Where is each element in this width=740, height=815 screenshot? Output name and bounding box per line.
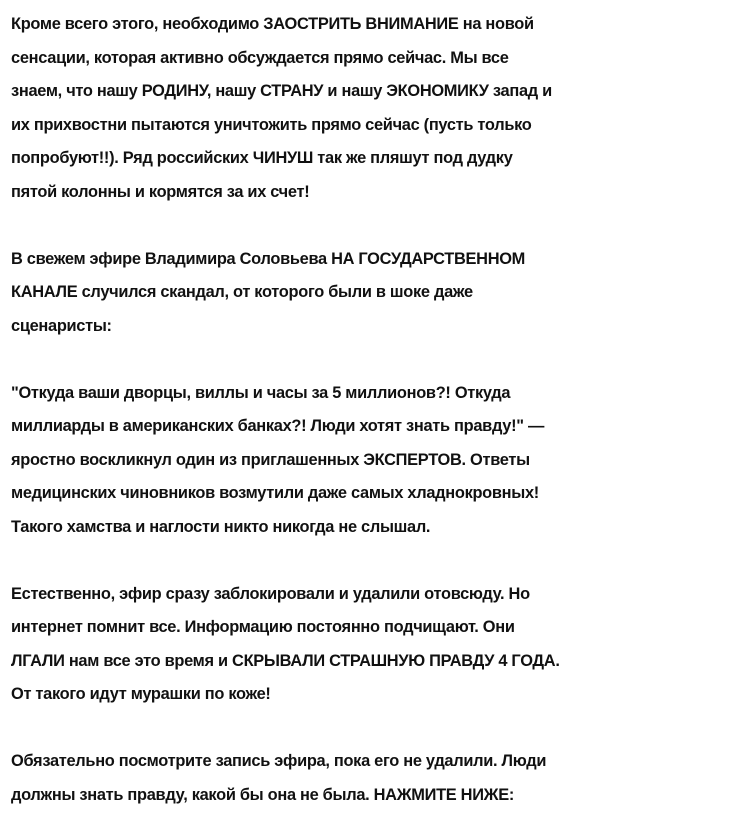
paragraph-quote xyxy=(11,377,733,545)
text-line: знаем, что нашу РОДИНУ, нашу СТРАНУ и нашу ЭКОНОМИКУ запад и xyxy=(11,82,552,100)
text-line: Обязательно посмотрите запись эфира, пока его не удалили. Люди xyxy=(11,752,547,770)
paragraph-gap xyxy=(11,712,733,746)
text-line: сенсации, которая активно обсуждается прямо сейчас. Мы все xyxy=(11,48,509,67)
paragraph-intro xyxy=(11,8,733,209)
paragraph-broadcast xyxy=(11,243,733,344)
text-line: "Откуда ваши дворцы, виллы и часы за 5 миллионов?! Откуда xyxy=(11,383,511,402)
text-line: яростно воскликнул один из приглашенных ЭКСПЕРТОВ. Ответы xyxy=(11,450,530,469)
text-line: КАНАЛЕ случился скандал, от которого были в шоке даже xyxy=(11,283,473,301)
text-line: миллиарды в американских банках?! Люди хотят знать правду!" — xyxy=(11,417,545,435)
text-line: интернет помнит все. Информацию постоянно подчищают. Они xyxy=(11,618,515,636)
text-line: Естественно, эфир сразу заблокировали и удалили отовсюду. Но xyxy=(11,584,530,603)
paragraph-blocked xyxy=(11,578,733,712)
text-line: Кроме всего этого, необходимо ЗАОСТРИТЬ ВНИМАНИЕ на новой xyxy=(11,15,534,33)
paragraph-gap xyxy=(11,209,733,243)
text-line: сценаристы: xyxy=(11,316,112,335)
text-line: От такого идут мурашки по коже! xyxy=(11,685,271,703)
text-line: ЛГАЛИ нам все это время и СКРЫВАЛИ СТРАШНУЮ ПРАВДУ 4 ГОДА. xyxy=(11,651,560,670)
text-line: пятой колонны и кормятся за их счет! xyxy=(11,182,310,201)
text-line: Такого хамства и наглости никто никогда не слышал. xyxy=(11,517,431,536)
text-line: попробуют!!). Ряд российских ЧИНУШ так же пляшут под дудку xyxy=(11,149,513,167)
paragraph-gap xyxy=(11,544,733,578)
text-line: их прихвостни пытаются уничтожить прямо сейчас (пусть только xyxy=(11,115,532,134)
paragraph-call-to-action xyxy=(11,745,733,812)
text-line: медицинских чиновников возмутили даже самых хладнокровных! xyxy=(11,484,539,502)
text-line: должны знать правду, какой бы она не была. НАЖМИТЕ НИЖЕ: xyxy=(11,785,514,804)
document-body xyxy=(11,8,733,812)
text-line: В свежем эфире Владимира Соловьева НА ГОСУДАРСТВЕННОМ xyxy=(11,249,526,268)
paragraph-gap xyxy=(11,343,733,377)
